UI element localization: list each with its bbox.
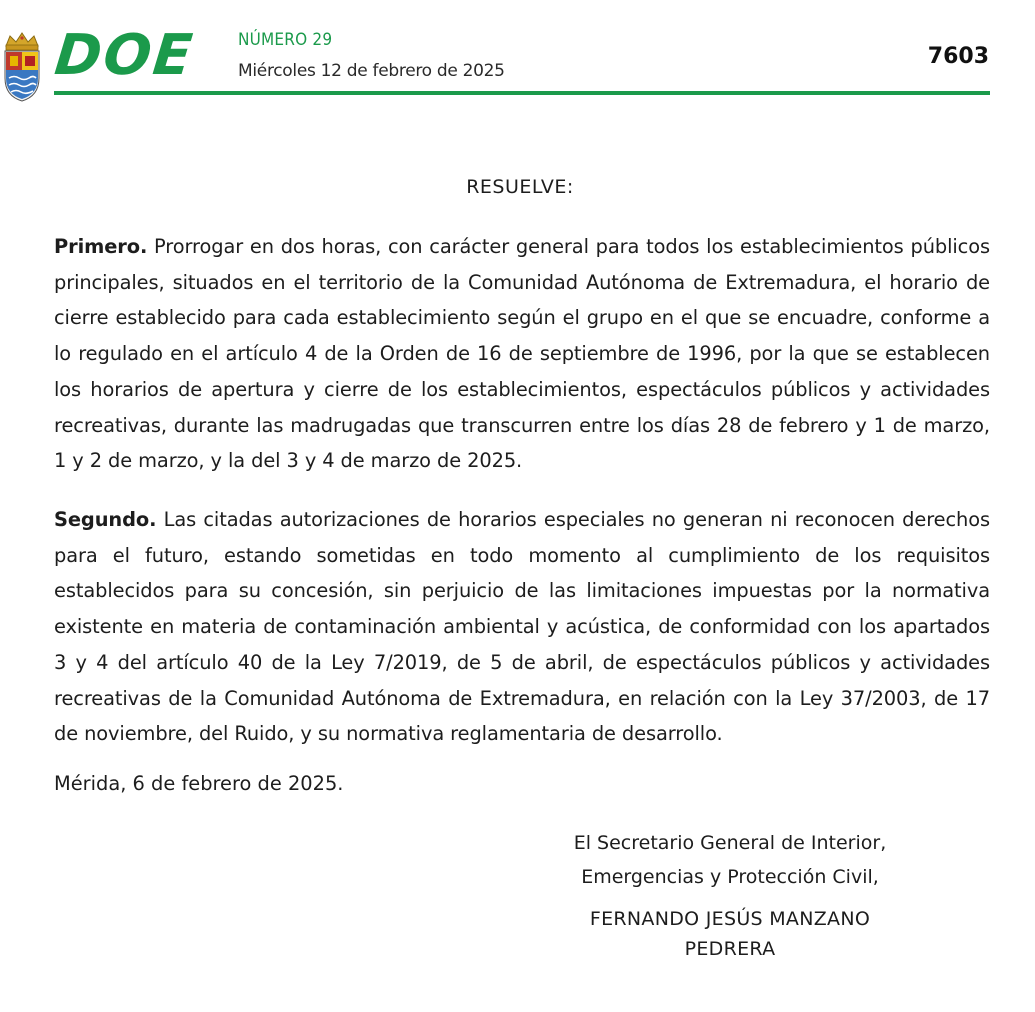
- paragraph-segundo: [54, 502, 990, 752]
- signatory-name-line2: PEDRERA: [684, 938, 776, 960]
- page-number: 7603: [927, 44, 989, 69]
- signatory-name-line1: FERNANDO JESÚS MANZANO: [589, 908, 871, 930]
- document-header: [0, 0, 1035, 100]
- place-date: Mérida, 6 de febrero de 2025.: [54, 772, 344, 795]
- doe-logo: DOE: [51, 23, 197, 88]
- extremadura-crest-icon: [0, 30, 44, 104]
- paragraph-label: Segundo.: [54, 508, 157, 531]
- signatory-title-line1: El Secretario General de Interior,: [573, 832, 887, 854]
- paragraph-label: Primero.: [54, 235, 148, 258]
- issue-number: NÚMERO 29: [238, 30, 333, 50]
- paragraph-primero: [54, 229, 990, 479]
- section-heading: RESUELVE:: [466, 176, 574, 198]
- paragraph-text: Prorrogar en dos horas, con carácter general para todos los establecimientos públicos principales, situados en el territorio de la Comunidad Autónoma de Extremadura, el horario de cierre establecido para cada establecimiento según el grupo en el que se encuadre, conforme a lo regulado en el artículo 4 de la Orden de 16 de septiembre de 1996, por la que se establecen los horarios de apertura y cierre de los establecimientos, espectáculos públicos y actividades recreativas, durante las madrugadas que transcurren entre los días 28 de febrero y 1 de marzo, 1 y 2 de marzo, y la del 3 y 4 de marzo de 2025.: [54, 235, 990, 473]
- publication-date: Miércoles 12 de febrero de 2025: [238, 61, 505, 81]
- header-divider: [54, 91, 990, 95]
- paragraph-text: Las citadas autorizaciones de horarios especiales no generan ni reconocen derechos para el futuro, estando sometidas en todo momento al cumplimiento de los requisitos establecidos para su concesión, sin perjuicio de las limitaciones impuestas por la normativa existente en materia de contaminación ambiental y acústica, de conformidad con los apartados 3 y 4 del artículo 40 de la Ley 7/2019, de 5 de abril, de espectáculos públicos y actividades recreativas de la Comunidad Autónoma de Extremadura, en relación con la Ley 37/2003, de 17 de noviembre, del Ruido, y su normativa reglamentaria de desarrollo.: [54, 508, 990, 746]
- signatory-title-line2: Emergencias y Protección Civil,: [581, 866, 879, 888]
